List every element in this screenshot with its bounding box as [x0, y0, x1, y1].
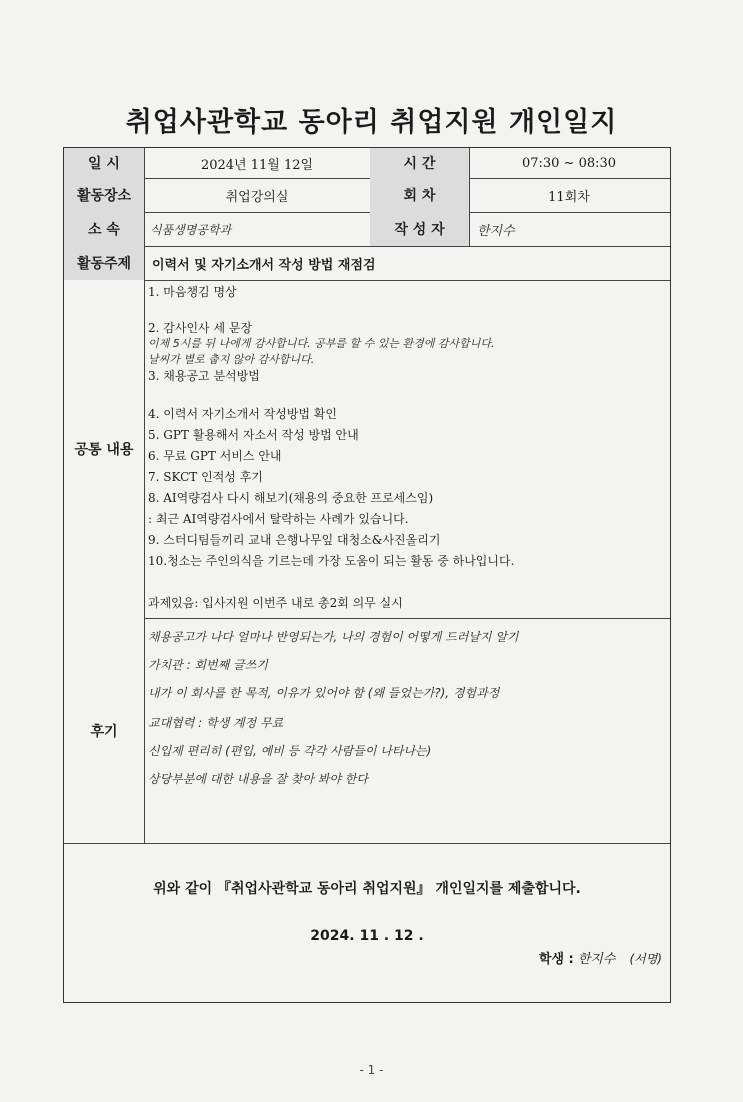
review-line: 내가 이 회사를 한 목적, 이유가 있어야 함 (왜 들었는가?), 경험과정 — [148, 686, 500, 700]
assignment-note: 과제있음: 입사지원 이번주 내로 총2회 의무 실시 — [148, 596, 403, 610]
date-value: 2024년 11월 12일 — [200, 157, 314, 173]
review-line: 가치관 : 회번째 글쓰기 — [148, 658, 268, 672]
list-item: 10.청소는 주인의식을 기르는데 가장 도움이 되는 활동 중 하나입니다. — [148, 554, 515, 568]
dept-label: 소 속 — [64, 212, 144, 246]
list-item: 5. GPT 활용해서 자소서 작성 방법 안내 — [148, 428, 359, 442]
list-item: 1. 마음챙김 명상 — [148, 285, 237, 299]
review-label: 후기 — [64, 618, 144, 843]
student-name: 한지수 — [577, 952, 616, 967]
topic-value: 이력서 및 자기소개서 작성 방법 재점검 — [152, 257, 376, 273]
list-item-handwritten: 이제 5시를 뒤 나에게 감사합니다. 공부를 할 수 있는 환경에 감사합니다. — [148, 337, 495, 350]
time-value: 07:30 ~ 08:30 — [521, 155, 617, 171]
list-item: 6. 무료 GPT 서비스 안내 — [148, 449, 282, 463]
author-value: 한지수 — [477, 223, 515, 239]
topic-label: 활동주제 — [64, 246, 144, 280]
col-divider — [144, 148, 145, 843]
submission-statement: 위와 같이 『취업사관학교 동아리 취업지원』 개인일지를 제출합니다. — [153, 881, 581, 897]
place-value: 취업강의실 — [225, 189, 289, 205]
student-label: 학생 : — [538, 952, 574, 967]
student-signature — [539, 948, 662, 967]
place-label: 활동장소 — [64, 178, 144, 212]
review-line: 상당부분에 대한 내용을 잘 찾아 봐야 한다 — [148, 772, 368, 786]
session-label: 회 차 — [370, 178, 469, 212]
list-item: 4. 이력서 자기소개서 작성방법 확인 — [148, 407, 337, 421]
row-divider — [64, 618, 670, 619]
submission-date: 2024. 11 . 12 . — [310, 928, 424, 944]
journal-form — [63, 147, 671, 1003]
document-title: 취업사관학교 동아리 취업지원 개인일지 — [125, 107, 618, 138]
row-divider — [64, 843, 670, 844]
list-item: 9. 스터디팀들끼리 교내 은행나무잎 대청소&사진올리기 — [148, 533, 441, 547]
review-line: 교대협력 : 학생 계정 무료 — [148, 716, 284, 730]
list-item-handwritten: 날씨가 별로 춥지 않아 감사합니다. — [148, 353, 315, 366]
author-label: 작 성 자 — [370, 212, 469, 246]
dept-value: 식품생명공학과 — [150, 222, 232, 237]
signature-mark: (서명) — [629, 952, 662, 966]
review-line: 신입제 편리히 (편입, 예비 등 각각 사람들이 나타나는) — [148, 744, 432, 758]
session-value: 11회차 — [548, 189, 590, 205]
list-item: 2. 감사인사 세 문장 — [148, 321, 253, 335]
row-divider — [64, 280, 670, 281]
list-item: 7. SKCT 인적성 후기 — [148, 470, 263, 484]
review-line: 채용공고가 나다 얼마나 반영되는가, 나의 경험이 어떻게 드러날지 알기 — [148, 630, 519, 644]
list-item: 8. AI역량검사 다시 해보기(채용의 중요한 프로세스임) — [148, 491, 434, 505]
page-number: - 1 - — [359, 1063, 384, 1077]
list-item: : 최근 AI역량검사에서 탈락하는 사례가 있습니다. — [148, 512, 409, 526]
date-label: 일 시 — [64, 148, 144, 178]
common-content-label: 공통 내용 — [64, 280, 144, 618]
list-item: 3. 채용공고 분석방법 — [148, 369, 260, 383]
time-label: 시 간 — [370, 148, 469, 178]
